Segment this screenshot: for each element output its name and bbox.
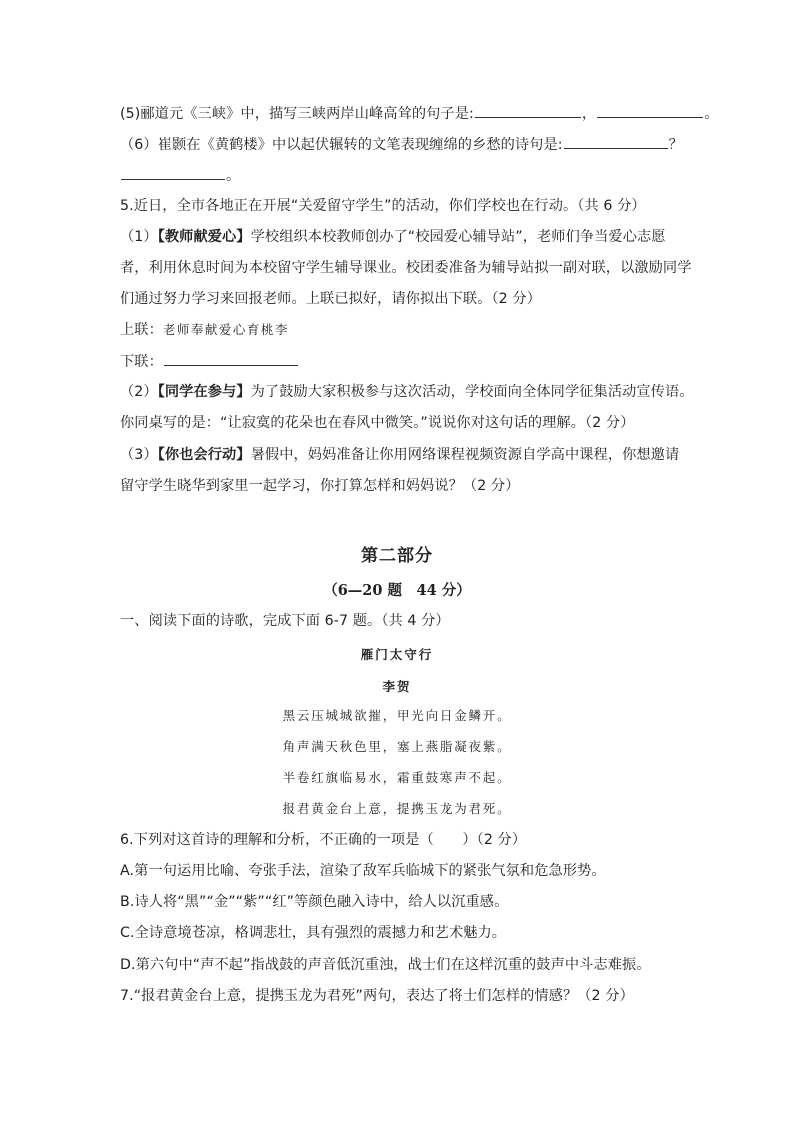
question-6-option-c[interactable]: C.全诗意境苍凉，格调悲壮，具有强烈的震撼力和艺术魅力。 xyxy=(120,925,507,941)
question-7-stem: 7.“报君黄金台上意，提携玉龙为君死”两句，表达了将士们怎样的情感？（2 分） xyxy=(120,988,634,1004)
part2-title: 第二部分 xyxy=(361,546,433,566)
question-5-sub1-line1: （1）【教师献爱心】学校组织本校教师创办了“校园爱心辅导站”，老师们争当爱心志愿 xyxy=(120,229,666,245)
tag-students: 【同学在参与】 xyxy=(157,384,251,400)
question-5-sub1-line2: 者，利用休息时间为本校留守学生辅导课业。校团委准备为辅导站拟一副对联，以激励同学 xyxy=(120,260,692,276)
question-6-option-a[interactable]: A.第一句运用比喻、夸张手法，渲染了敌军兵临城下的紧张气氛和危急形势。 xyxy=(120,863,606,879)
question-6-stem: 6.下列对这首诗的理解和分析，不正确的一项是（ ）（2 分） xyxy=(120,832,527,848)
poem-line: 角声满天秋色里，塞上燕脂凝夜紫。 xyxy=(282,739,512,754)
answer-blank[interactable] xyxy=(564,134,668,149)
question-6-option-d[interactable]: D.第六句中“声不起”指战鼓的声音低沉重浊，战士们在这样沉重的鼓声中斗志难振。 xyxy=(120,957,651,973)
part2-subtitle: （6—20 题 44 分） xyxy=(323,582,471,599)
poem-title: 雁门太守行 xyxy=(360,647,434,662)
poem-author: 李贺 xyxy=(382,679,412,694)
poem-line: 半卷红旗临易水，霜重鼓寒声不起。 xyxy=(282,770,512,785)
tag-teacher: 【教师献爱心】 xyxy=(157,229,251,245)
answer-blank[interactable] xyxy=(475,103,581,118)
question-6-option-b[interactable]: B.诗人将“黑”“金”“紫”“红”等颜色融入诗中，给人以沉重感。 xyxy=(120,894,509,910)
question-5-sub3-line1: （3）【你也会行动】暑假中，妈妈准备让你用网络课程视频资源自学高中课程，你想邀请 xyxy=(120,447,680,463)
upper-couplet: 上联：老师奉献爱心育桃李 xyxy=(120,322,289,338)
answer-blank[interactable] xyxy=(121,165,225,180)
lower-couplet: 下联： xyxy=(120,351,299,372)
poem-line: 报君黄金台上意，提携玉龙为君死。 xyxy=(282,801,512,816)
question-5-sub1-line3: 们通过努力学习来回报老师。上联已拟好，请你拟出下联。（2 分） xyxy=(120,291,541,307)
question-5-sub2-line1: （2）【同学在参与】为了鼓励大家积极参与这次活动，学校面向全体同学征集活动宣传语。 xyxy=(120,384,694,400)
poem-line: 黑云压城城欲摧，甲光向日金鳞开。 xyxy=(282,708,512,723)
question-5-5: (5)郦道元《三峡》中，描写三峡两岸山峰高耸的句子是: ， 。 xyxy=(120,103,718,124)
question-5-sub3-line2: 留守学生晓华到家里一起学习，你打算怎样和妈妈说？（2 分） xyxy=(120,478,520,494)
question-5-intro: 5.近日，全市各地正在开展“关爱留守学生”的活动，你们学校也在行动。（共 6 分） xyxy=(120,198,646,214)
tag-you: 【你也会行动】 xyxy=(157,447,251,463)
answer-blank[interactable] xyxy=(597,103,703,118)
lower-couplet-blank[interactable] xyxy=(164,351,298,366)
question-5-6-cont: 。 xyxy=(120,165,240,186)
question-5-6: （6）崔颢在《黄鹤楼》中以起伏辗转的文笔表现缠绵的乡愁的诗句是: ？ xyxy=(120,134,683,155)
upper-couplet-text: 老师奉献爱心育桃李 xyxy=(162,322,289,337)
section1-heading: 一、阅读下面的诗歌，完成下面 6-7 题。（共 4 分） xyxy=(120,613,450,629)
question-5-sub2-line2: 你同桌写的是：“让寂寞的花朵也在春风中微笑。”说说你对这句话的理解。（2 分） xyxy=(120,415,635,431)
